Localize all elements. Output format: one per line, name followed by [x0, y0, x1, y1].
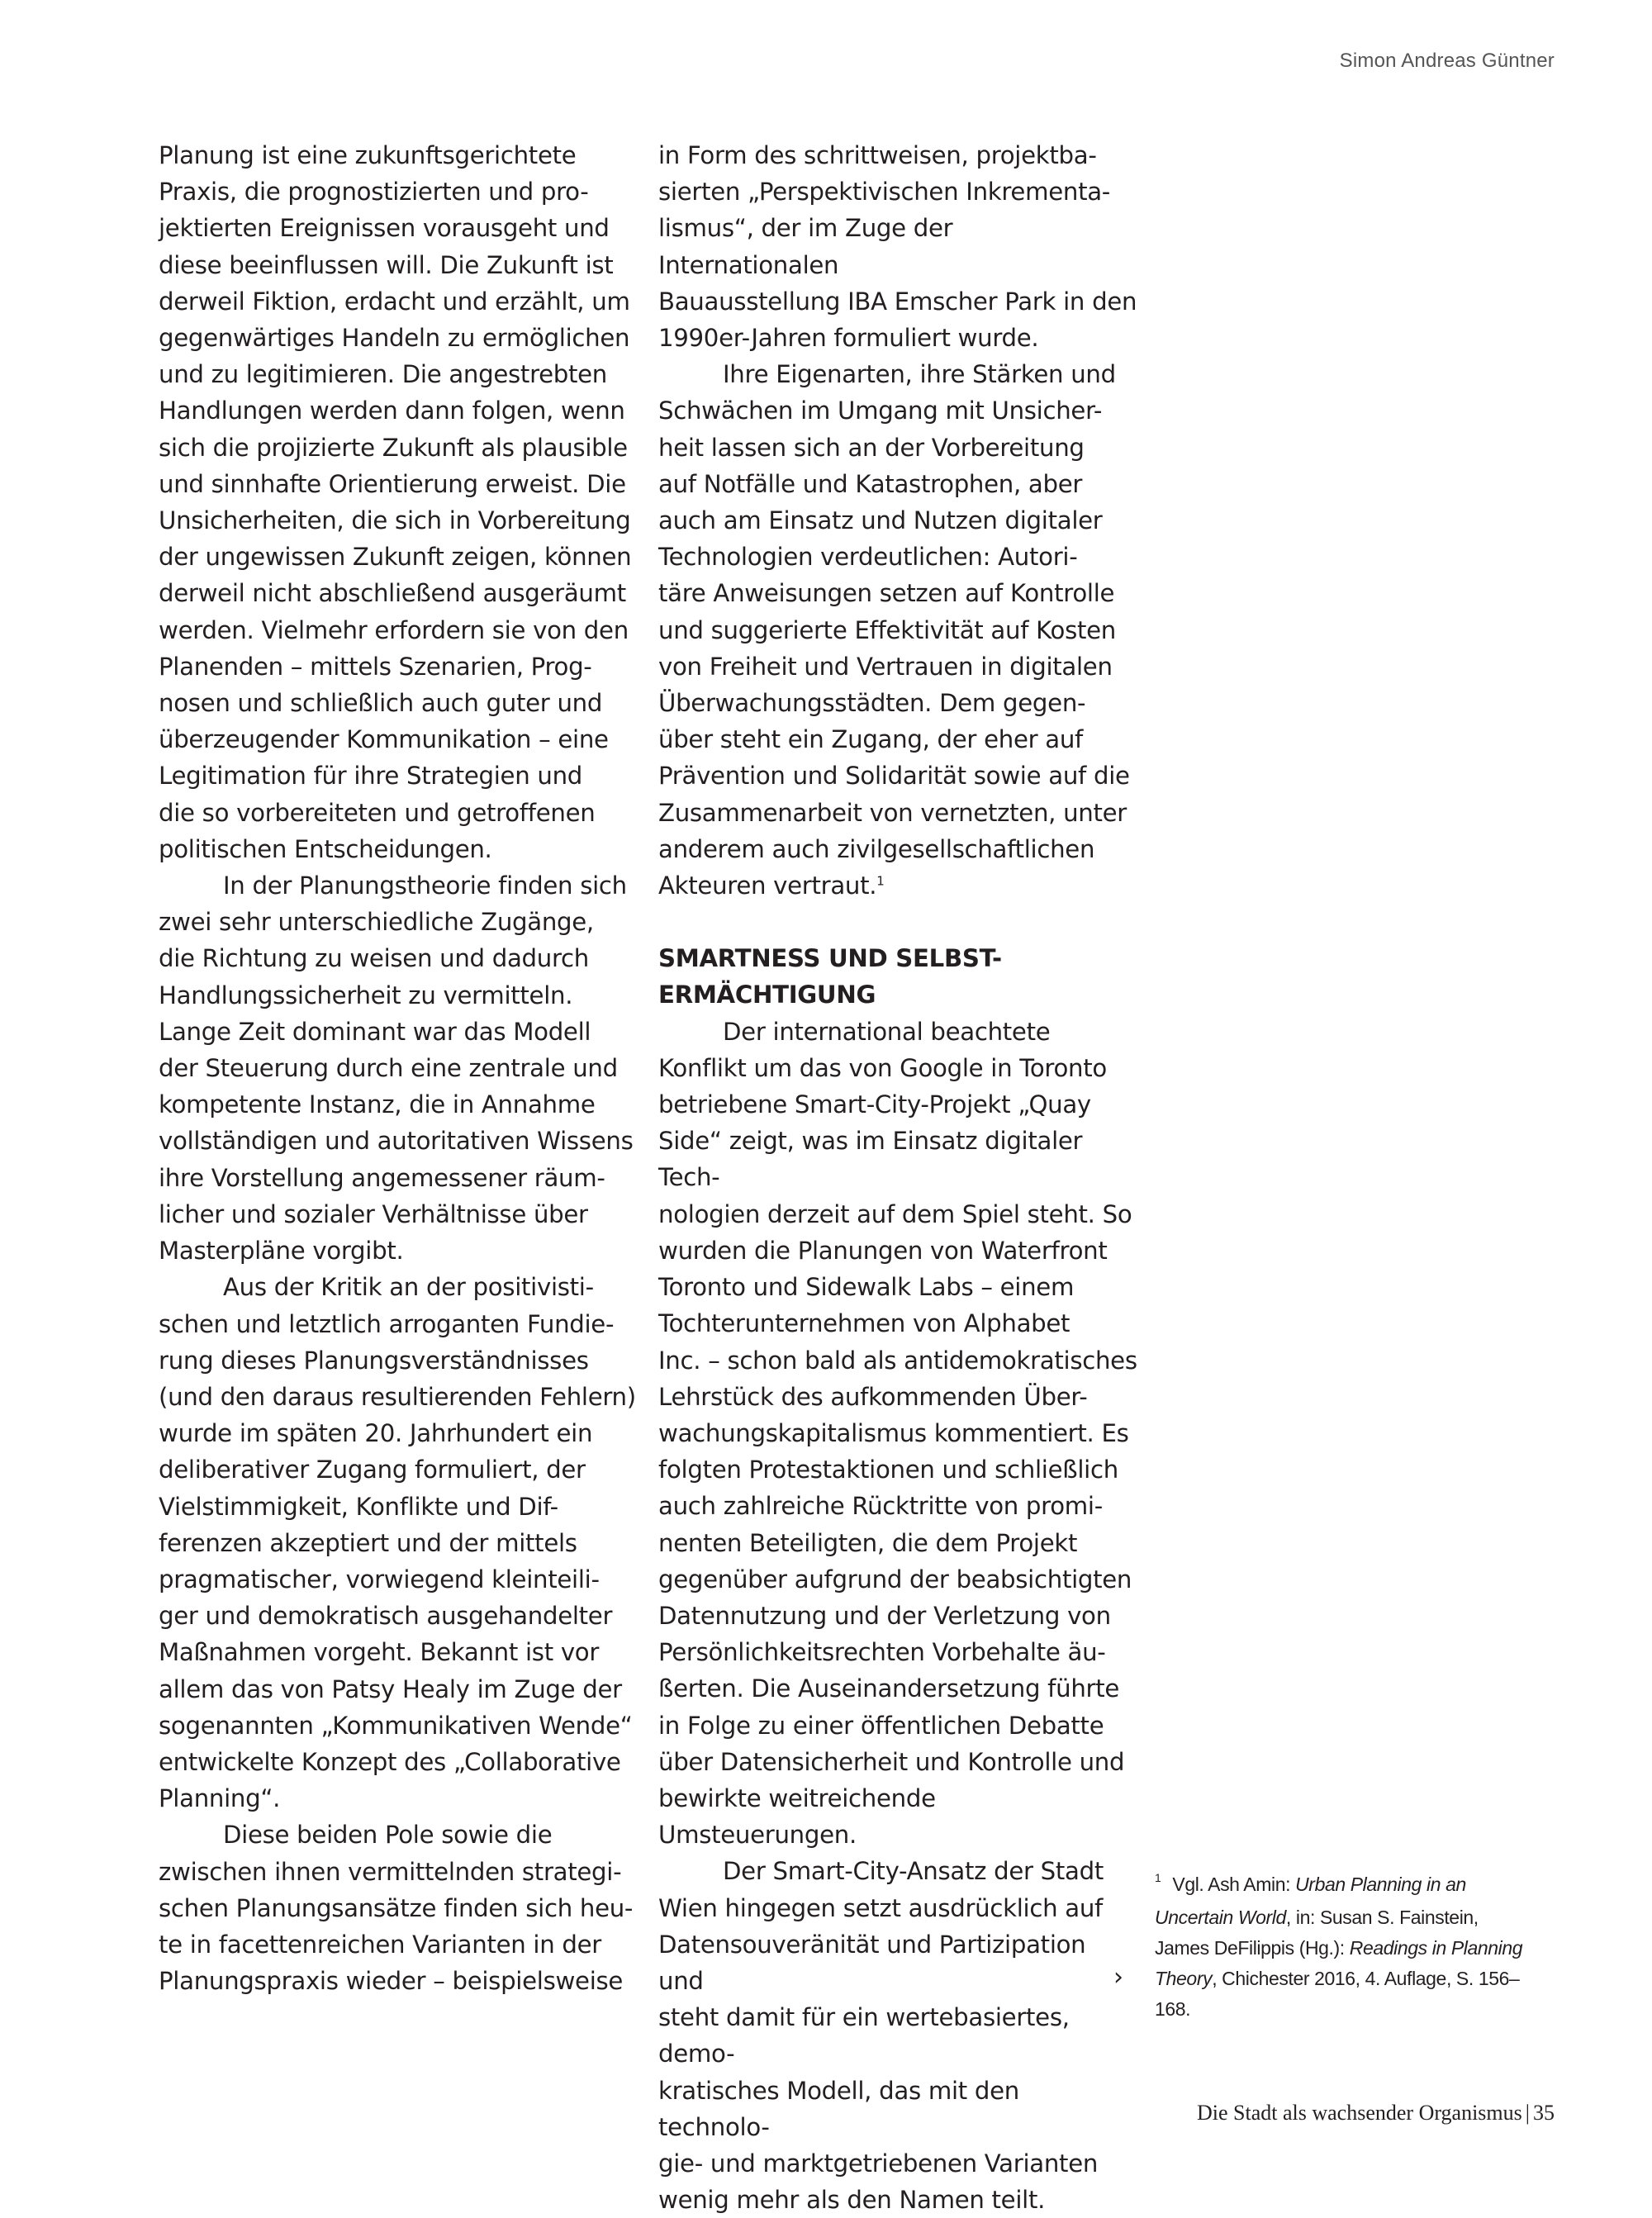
paragraph: Der international beachtete Konflikt um das von Google in Toronto betriebene Smart-City-Projekt „Quay Side“ zeigt, was im Einsatz digitaler Tech- nologien derzeit auf dem Spiel steht. So wurden die Planungen von Waterfront Toronto und Sidewalk Labs – einem Tochterunternehmen von Alphabet Inc. – schon bald als antidemokratisches Lehrstück des aufkommenden Über- wachungskapitalismus kommentiert. Es folgten Protestaktionen und schließlich auch zahlreiche Rücktritte von promi- nenten Beteiligten, die dem Projekt gegenüber aufgrund der beabsichtigten Datennutzung und der Verletzung von Persönlichkeitsrechten Vorbehalte äu- ßerten. Die Auseinandersetzung führte in Folge zu einer öffentlichen Debatte über Datensicherheit und Kontrolle und bewirkte weitreichende Umsteuerungen.: [658, 1017, 1137, 1850]
page-number: 35: [1533, 2101, 1555, 2125]
paragraph: Aus der Kritik an der positivisti- schen und letztlich arroganten Fundie- rung dieses Planungsverständnisses (und den daraus resultierenden Fehlern) wurde im späten 20. Jahrhundert ein deliberativer Zugang formuliert, der Vielstimmigkeit, Konflikte und Dif- ferenzen akzeptiert und der mittels pragmatischer, vorwiegend kleinteili- ger und demokratisch ausgehandelter Maßnahmen vorgeht. Bekannt ist vor allem das von Patsy Healy im Zuge der sogenannten „Kommunikativen Wende“ entwickelte Konzept des „Collaborative Planning“.: [159, 1273, 636, 1813]
footnote-middle: , in: Susan S. Fainstein, James DeFilippis (Hg.):: [1155, 1907, 1479, 1959]
paragraph: Der Smart-City-Ansatz der Stadt Wien hingegen setzt ausdrücklich auf Datensouveränität und Partizipation und steht damit für ein wertebasiertes, demo- kratisches Modell, das mit den technolo- gie- und marktgetriebenen Varianten wenig mehr als den Namen teilt.: [658, 1857, 1104, 2215]
footnote: [1155, 1869, 1535, 2025]
text-column-right: [658, 137, 1137, 2218]
page-footer: [1197, 2101, 1555, 2125]
paragraph-with-footnote: [658, 356, 1137, 904]
section-heading: SMARTNESS UND SELBST- ERMÄCHTIGUNG: [658, 944, 1002, 1009]
continue-arrow-icon: ›: [1113, 1963, 1123, 1992]
paragraph: in Form des schrittweisen, projektba- sierten „Perspektivischen Inkrementa- lismus“, der im Zuge der Internationalen Bauausstellung IBA Emscher Park in den 1990er-Jahren formuliert wurde.: [658, 141, 1137, 353]
footnote-number: 1: [1155, 1871, 1161, 1884]
text-column-left: [159, 137, 638, 1999]
paragraph: Planung ist eine zukunftsgerichtete Praxis, die prognostizierten und pro- jektierten Ereignissen vorausgeht und diese beeinflussen will. Die Zukunft ist derweil Fiktion, erdacht und erzählt, um gegenwärtiges Handeln zu ermöglichen und zu legitimieren. Die angestrebten Handlungen werden dann folgen, wenn sich die projizierte Zukunft als plausible und sinnhafte Orientierung erweist. Die Unsicherheiten, die sich in Vorbereitung der ungewissen Zukunft zeigen, können derweil nicht abschließend ausgeräumt werden. Vielmehr erfordern sie von den Planenden – mittels Szenarien, Prog- nosen und schließlich auch guter und überzeugender Kommunikation – eine Legitimation für ihre Strategien und die so vorbereiteten und getroffenen politischen Entscheidungen.: [159, 141, 632, 863]
footnote-prefix: Vgl. Ash Amin:: [1172, 1874, 1296, 1895]
paragraph: Diese beiden Pole sowie die zwischen ihnen vermittelnden strategi- schen Planungsansätze finden sich heu- te in facettenreichen Varianten in der Planungspraxis wieder – beispielsweise: [159, 1821, 634, 1996]
running-footer-title: Die Stadt als wachsender Organismus: [1197, 2101, 1522, 2125]
footnote-title-2: Readings in Planning Theory: [1155, 1937, 1523, 1989]
footnote-suffix: , Chichester 2016, 4. Auflage, S. 156–168.: [1155, 1968, 1520, 2020]
paragraph-text: Ihre Eigenarten, ihre Stärken und Schwächen im Umgang mit Unsicher- heit lassen sich an der Vorbereitung auf Notfälle und Katastrophen, aber auch am Einsatz und Nutzen digitaler Technologien verdeutlichen: Autori- täre Anweisungen setzen auf Kontrolle und suggerierte Effektivität auf Kosten von Freiheit und Vertrauen in digitalen Überwachungsstädten. Dem gegen- über steht ein Zugang, der eher auf Prävention und Solidarität sowie auf die Zusammenarbeit von vernetzten, unter anderem auch zivilgesellschaftlichen Akteuren vertraut.: [658, 360, 1130, 900]
paragraph: In der Planungstheorie finden sich zwei sehr unterschiedliche Zugänge, die Richtung zu weisen und dadurch Handlungssicherheit zu vermitteln. Lange Zeit dominant war das Modell der Steuerung durch eine zentrale und kompetente Instanz, die in Annahme vollständigen und autoritativen Wissens ihre Vorstellung angemessener räum- licher und sozialer Verhältnisse über Masterpläne vorgibt.: [159, 872, 634, 1266]
footnote-reference[interactable]: 1: [876, 873, 885, 889]
running-header-author: Simon Andreas Güntner: [1339, 50, 1555, 72]
footer-separator: |: [1525, 2101, 1530, 2125]
footnote-title-1: Urban Planning in an Uncertain World: [1155, 1874, 1466, 1928]
